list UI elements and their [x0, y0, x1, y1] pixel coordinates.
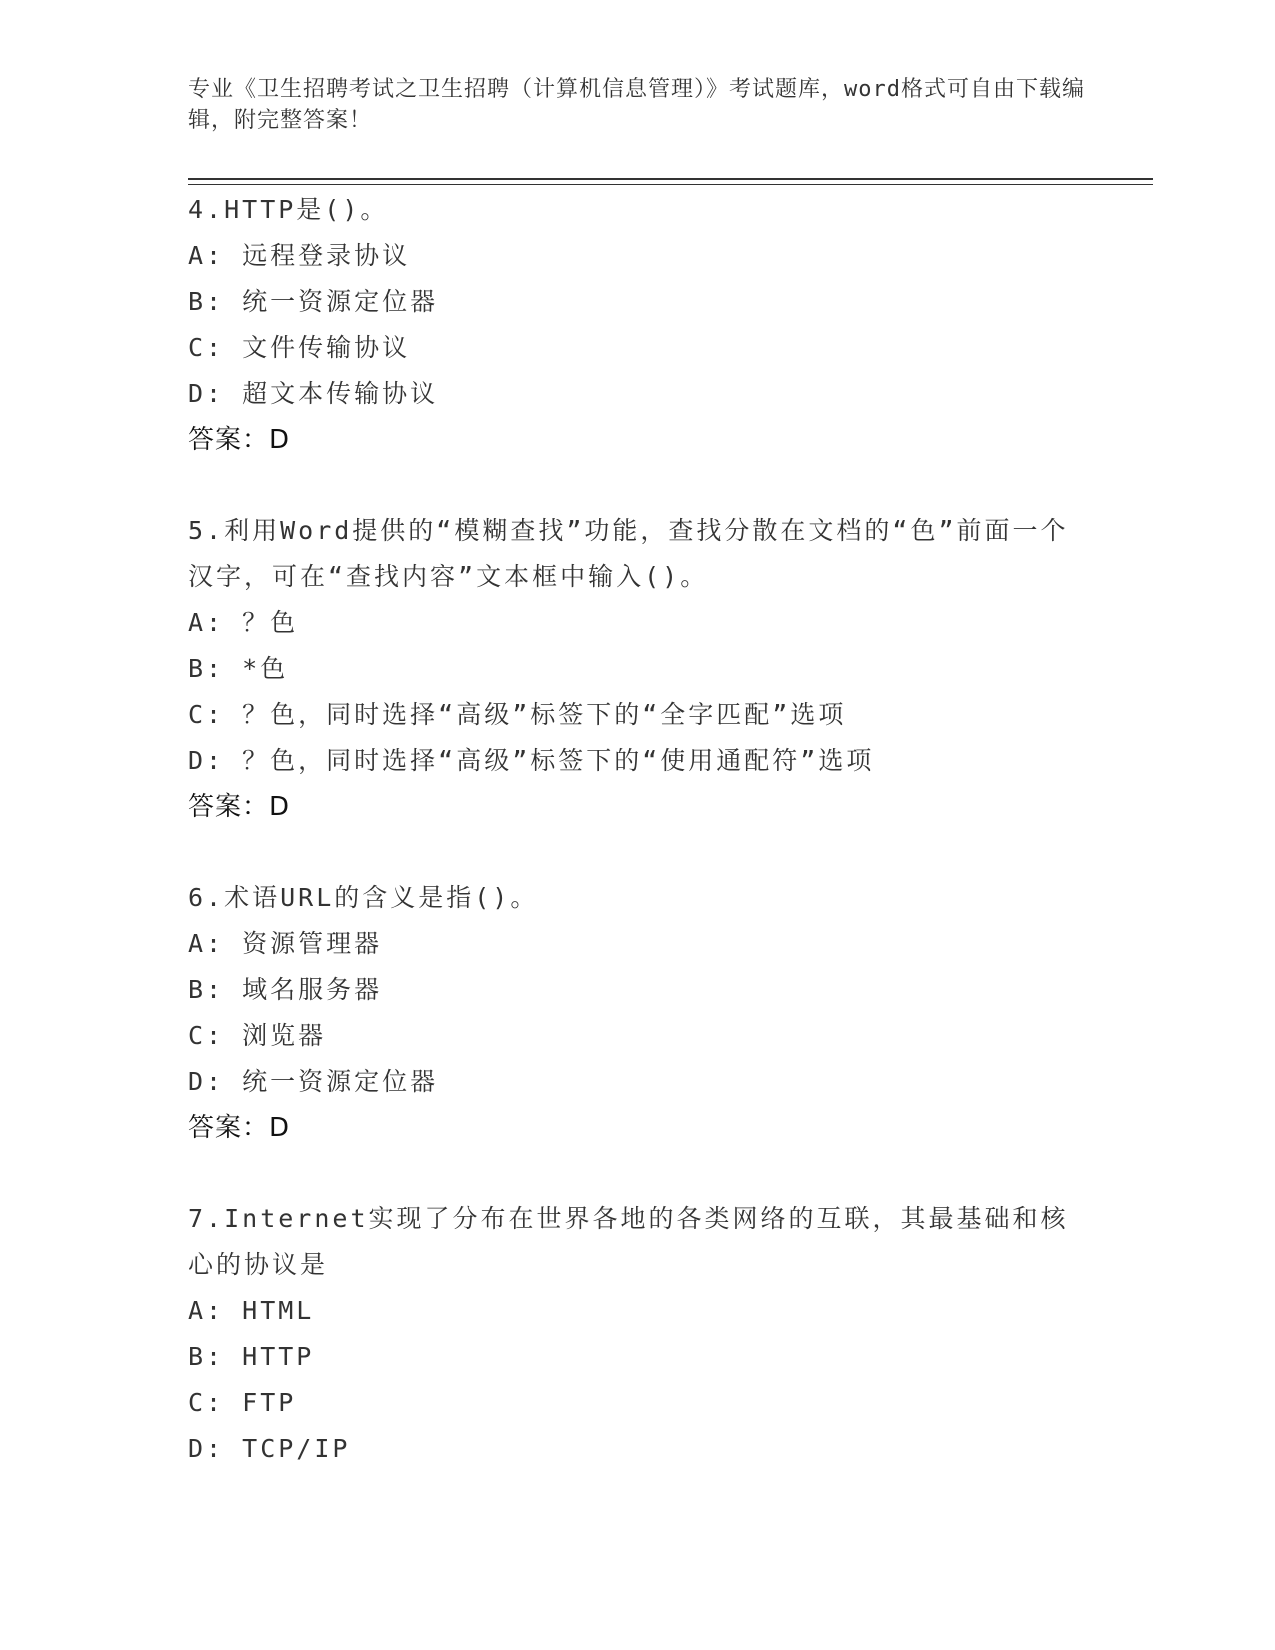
header-divider-thin: [188, 184, 1153, 185]
header-divider-thick: [188, 178, 1153, 180]
question-stem: 7.Internet实现了分布在世界各地的各类网络的互联，其最基础和核心的协议是: [188, 1204, 1069, 1279]
question-stem: 6.术语URL的含义是指()。: [188, 883, 539, 912]
question-list: [188, 187, 1088, 1517]
option-b: B: *色: [188, 654, 289, 683]
option-d: D: 超文本传输协议: [188, 379, 439, 408]
question-7: [188, 1196, 1088, 1472]
option-c: C: 文件传输协议: [188, 333, 411, 362]
option-a: A: 资源管理器: [188, 929, 383, 958]
option-c: C: 浏览器: [188, 1021, 327, 1050]
option-d: D: 统一资源定位器: [188, 1067, 439, 1096]
option-c: C: ？色，同时选择“高级”标签下的“全字匹配”选项: [188, 700, 847, 729]
answer-line: 答案：D: [188, 425, 291, 455]
option-a: A: HTML: [188, 1296, 315, 1325]
question-5: [188, 508, 1088, 830]
question-6: [188, 875, 1088, 1151]
document-intro: 专业《卫生招聘考试之卫生招聘（计算机信息管理）》考试题库，word格式可自由下载编辑，附完整答案！: [188, 77, 1085, 133]
option-a: A: ？色: [188, 608, 299, 637]
question-4: [188, 187, 1088, 463]
question-stem: 4.HTTP是()。: [188, 195, 389, 224]
option-b: B: HTTP: [188, 1342, 315, 1371]
option-b: B: 统一资源定位器: [188, 287, 439, 316]
option-d: D: TCP/IP: [188, 1434, 351, 1463]
option-c: C: FTP: [188, 1388, 297, 1417]
option-a: A: 远程登录协议: [188, 241, 411, 270]
question-stem: 5.利用Word提供的“模糊查找”功能，查找分散在文档的“色”前面一个汉字，可在“查找内容”文本框中输入()。: [188, 516, 1069, 591]
option-b: B: 域名服务器: [188, 975, 383, 1004]
answer-line: 答案：D: [188, 792, 291, 822]
option-d: D: ？色，同时选择“高级”标签下的“使用通配符”选项: [188, 746, 875, 775]
answer-line: 答案：D: [188, 1113, 291, 1143]
